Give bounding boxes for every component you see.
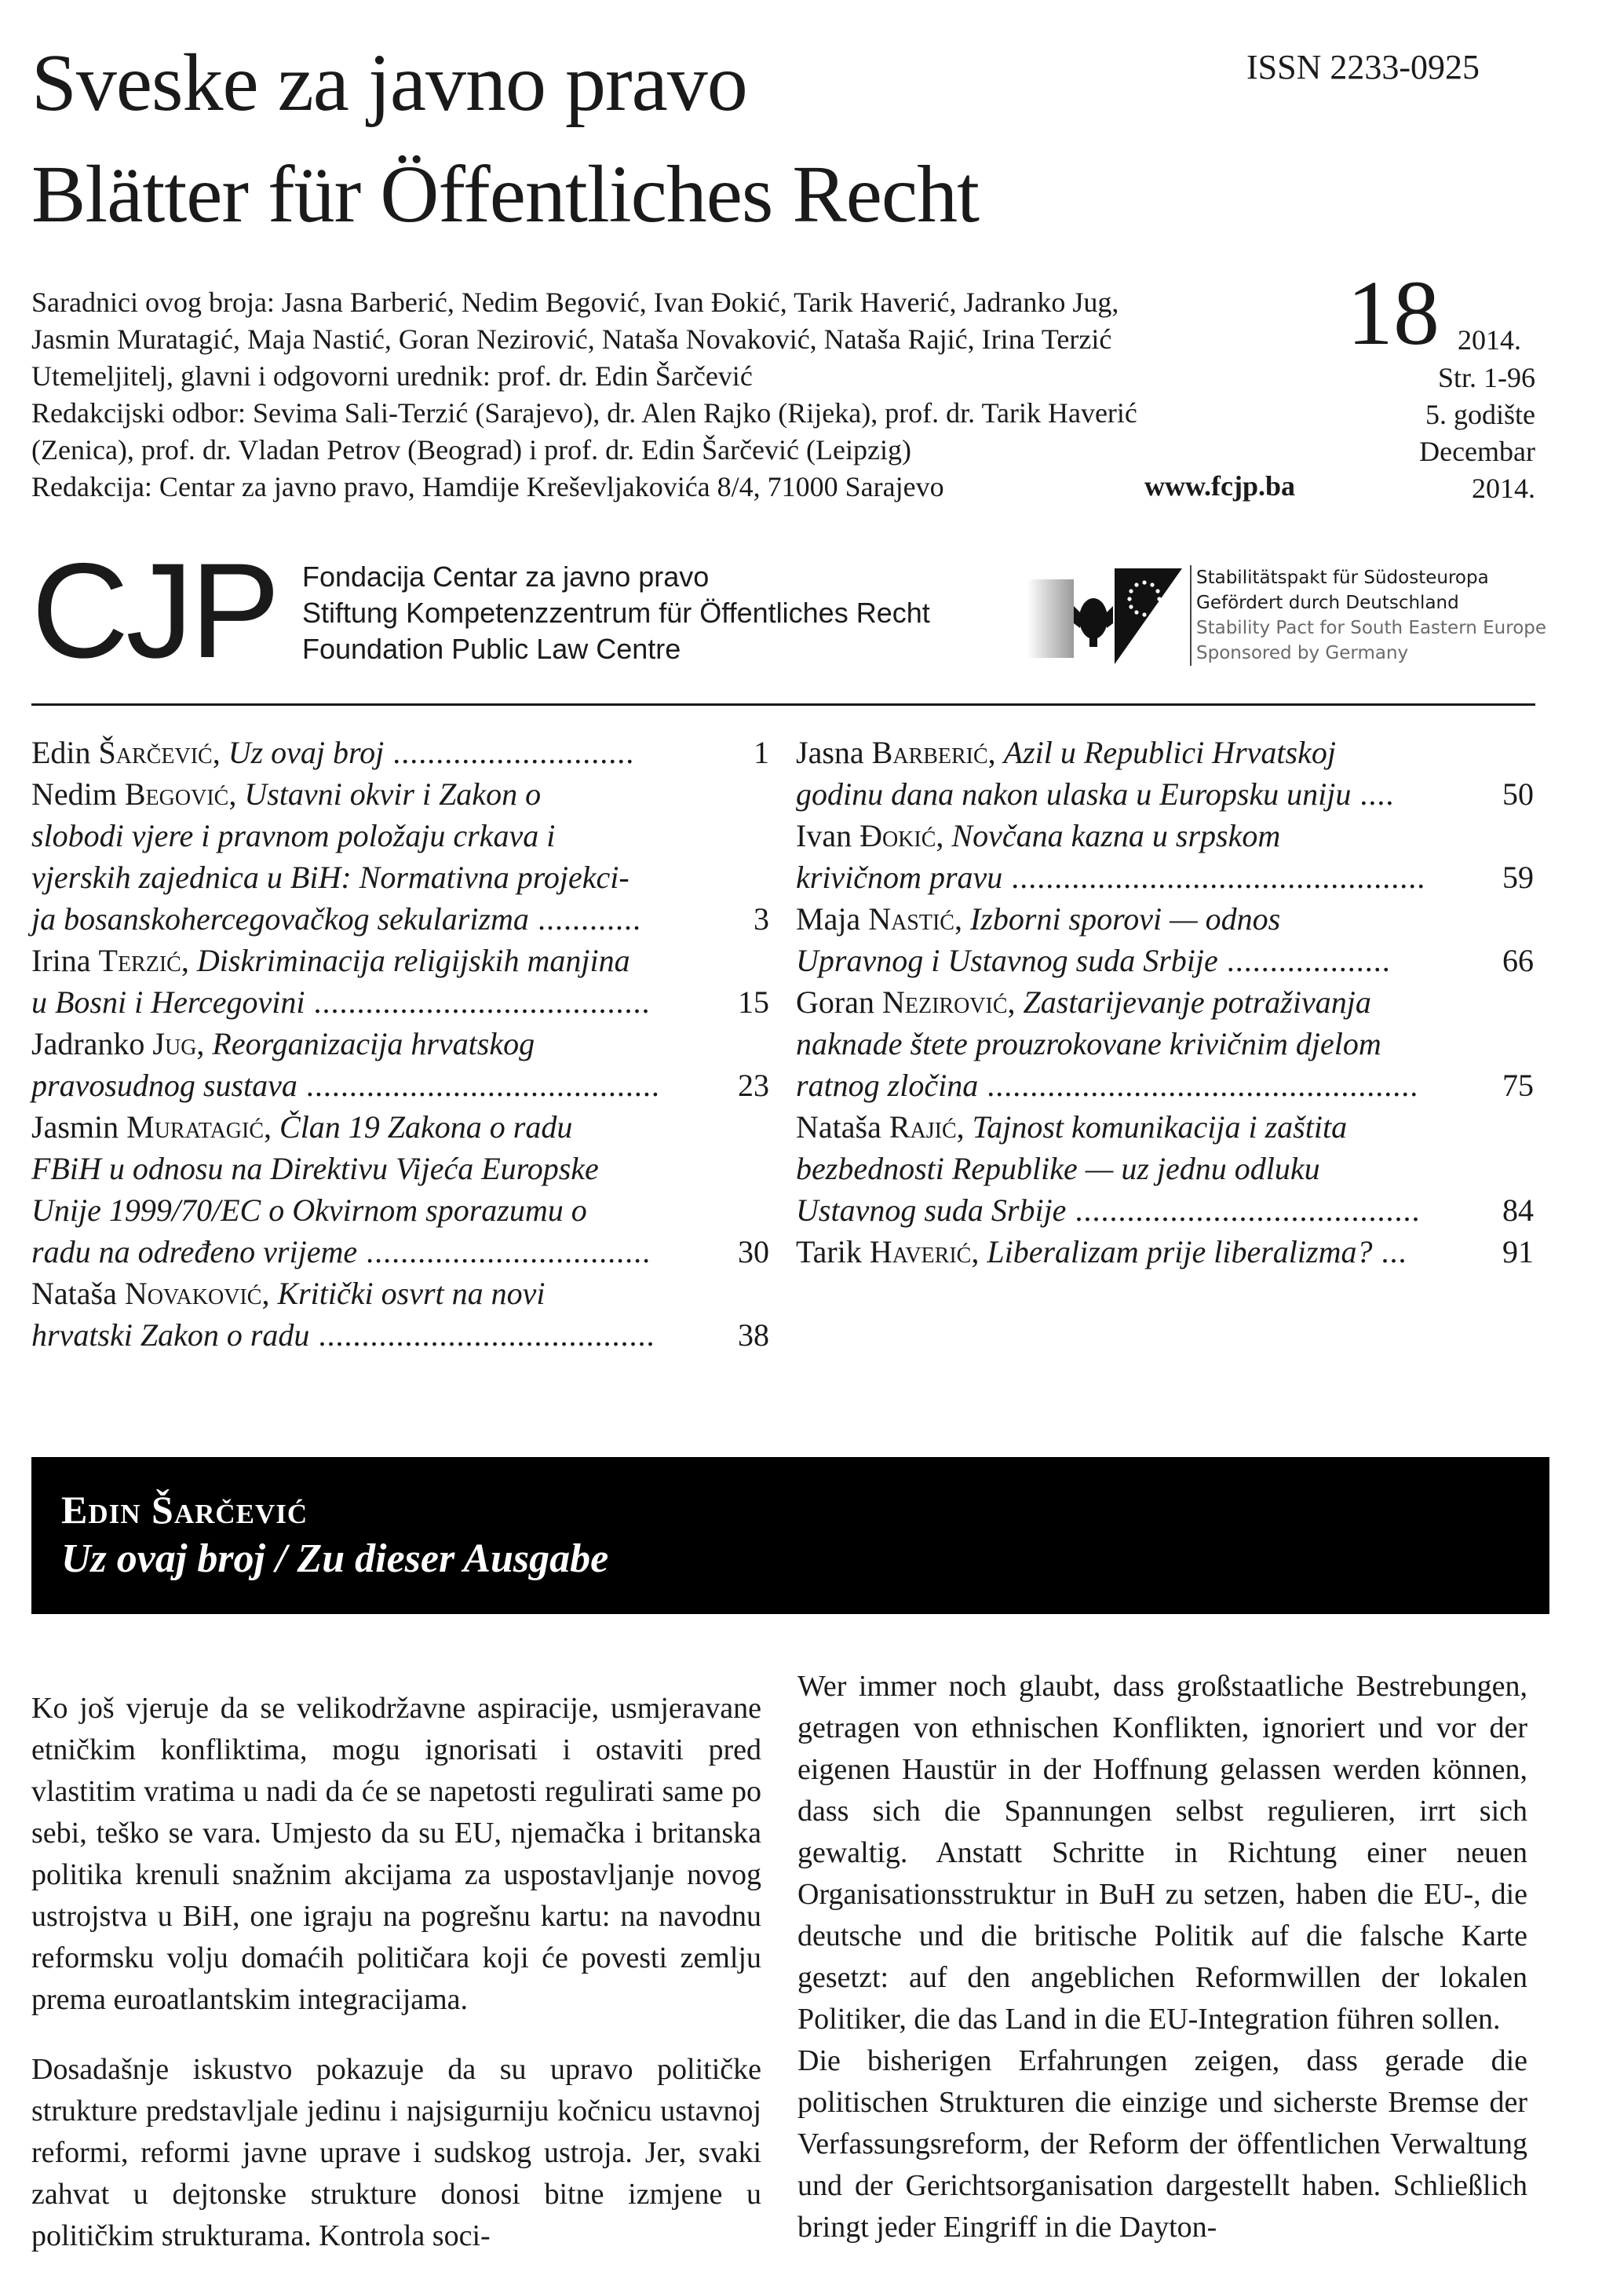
- stability-line: Sponsored by Germany: [1196, 643, 1409, 663]
- table-of-contents-left: [31, 732, 769, 1356]
- toc-title: Zastarijevanje potraživanja: [1023, 984, 1371, 1020]
- toc-title: Tajnost komunikacija i zaštita: [972, 1109, 1348, 1145]
- toc-title: godinu dana nakon ulaska u Europsku uniju: [796, 776, 1352, 812]
- toc-line: [796, 856, 1534, 898]
- toc-author-first: Jasna: [796, 735, 872, 770]
- toc-page-number: 30: [738, 1234, 769, 1269]
- toc-line: [796, 815, 1534, 856]
- foundation-name-bs: Fondacija Centar za javno pravo: [302, 561, 710, 593]
- toc-entry[interactable]: [796, 1231, 1534, 1273]
- toc-author-first: Jadranko: [31, 1026, 153, 1061]
- toc-author-last: Muratagić: [126, 1109, 265, 1145]
- toc-author-last: Nezirović: [881, 984, 1008, 1020]
- toc-author-last: Terzić: [98, 943, 181, 978]
- article-author: Edin Šarčević: [61, 1488, 308, 1532]
- toc-line: [31, 1231, 769, 1273]
- eagle-icon: [1074, 598, 1113, 647]
- toc-entry[interactable]: [796, 981, 1534, 1106]
- toc-separator: ,: [936, 818, 952, 853]
- stability-line: Stabilitätspakt für Südosteuropa: [1196, 568, 1489, 588]
- toc-separator: ,: [987, 735, 1004, 770]
- toc-entry[interactable]: [31, 732, 769, 773]
- toc-leader: .......................................: [309, 1317, 655, 1353]
- toc-leader: ....: [1351, 776, 1395, 812]
- toc-line: [31, 1314, 769, 1356]
- article-column-german: [797, 1666, 1527, 2248]
- toc-entry[interactable]: [31, 1023, 769, 1106]
- toc-page-number: 50: [1502, 776, 1534, 812]
- toc-leader: ...: [1372, 1234, 1407, 1269]
- toc-author-last: Barberić: [871, 735, 988, 770]
- toc-line: [796, 1189, 1534, 1231]
- toc-author-last: Haverić: [869, 1234, 972, 1269]
- toc-title: krivičnom pravu: [796, 860, 1003, 895]
- toc-title: vjerskih zajednica u BiH: Normativna projekci-: [31, 860, 630, 895]
- toc-author-last: Rajić: [889, 1109, 957, 1145]
- paragraph: Dosadašnje iskustvo pokazuje da su upravo političke strukture predstavljale jedinu i najsigurniju kočnicu ustavnoj reformi, reformi javne uprave i sudskog ustroja. Jer, svaki zahvat u dejtonske strukture donosi bitne izmjene u političkim strukturama. Kontrola soci-: [31, 2053, 761, 2252]
- toc-author-first: Nataša: [31, 1276, 125, 1311]
- toc-author-first: Nedim: [31, 776, 125, 812]
- toc-title: bezbednosti Republike — uz jednu odluku: [796, 1151, 1320, 1186]
- stability-pact-text: [1190, 565, 1546, 666]
- toc-title: ja bosanskohercegovačkog sekularizma: [31, 901, 529, 937]
- toc-title: pravosudnog sustava: [31, 1068, 297, 1103]
- toc-line: [796, 732, 1534, 773]
- toc-line: [796, 981, 1534, 1023]
- toc-line: [31, 898, 769, 940]
- toc-line: [31, 1148, 769, 1189]
- toc-entry[interactable]: [31, 773, 769, 940]
- toc-line: [31, 1065, 769, 1106]
- toc-leader: ............................: [384, 735, 635, 770]
- issue-year: 2014.: [1458, 324, 1521, 356]
- toc-title: Liberalizam prije liberalizma?: [987, 1234, 1373, 1269]
- issue-pages: Str. 1-96: [1437, 362, 1535, 393]
- toc-line: [31, 981, 769, 1023]
- toc-line: [796, 773, 1534, 815]
- credits-line: (Zenica), prof. dr. Vladan Petrov (Beograd) i prof. dr. Edin Šarčević (Leipzig): [31, 434, 911, 466]
- toc-line: [31, 773, 769, 815]
- toc-separator: ,: [228, 776, 245, 812]
- toc-line: [796, 1023, 1534, 1065]
- toc-entry[interactable]: [796, 732, 1534, 815]
- stability-line: Stability Pact for South Eastern Europe: [1196, 618, 1547, 638]
- toc-separator: ,: [196, 1026, 213, 1061]
- toc-author-last: Begović: [124, 776, 229, 812]
- toc-line: [796, 1231, 1534, 1273]
- credits-line: Jasmin Muratagić, Maja Nastić, Goran Nezirović, Nataša Novaković, Nataša Rajić, Irina Terzić: [31, 323, 1112, 355]
- foundation-names: [302, 559, 930, 667]
- toc-author-first: Goran: [796, 984, 882, 1020]
- toc-title: Uz ovaj broj: [228, 735, 385, 770]
- credits-line: Redakcijski odbor: Sevima Sali-Terzić (Sarajevo), dr. Alen Rajko (Rijeka), prof. dr. Tarik Haverić: [31, 397, 1137, 429]
- toc-author-last: Novaković: [124, 1276, 262, 1311]
- toc-line: [796, 1148, 1534, 1189]
- toc-separator: ,: [261, 1276, 278, 1311]
- toc-leader: ...................: [1217, 943, 1391, 978]
- article-title: Uz ovaj broj / Zu dieser Ausgabe: [61, 1536, 609, 1581]
- paragraph: Ko još vjeruje da se velikodržavne aspiracije, usmjeravane etničkim konfliktima, mogu ignorisati i ostaviti pred vlastitim vratima u nadi da će se napetosti regulirati same po sebi, teško se vara. Umjesto da su EU, njemačka i britanska politika krenuli snažnim akcijama za uspostavljanje novog ustrojstva u BiH, one igraju na pogrešnu kartu: na navodnu reformsku volju domaćih političara koji će povesti zemlju prema euroatlantskim integracijama.: [31, 1692, 761, 2016]
- toc-title: Ustavni okvir i Zakon o: [244, 776, 542, 812]
- toc-author-last: Nastić: [868, 901, 954, 937]
- toc-title: u Bosni i Hercegovini: [31, 984, 305, 1020]
- toc-author-first: Maja: [796, 901, 869, 937]
- toc-line: [31, 856, 769, 898]
- toc-title: slobodi vjere i pravnom položaju crkava i: [31, 818, 556, 853]
- foundation-name-de: Stiftung Kompetenzzentrum für Öffentliches Recht: [302, 597, 930, 629]
- toc-leader: ................................................: [1002, 860, 1426, 895]
- toc-entry[interactable]: [796, 898, 1534, 981]
- toc-separator: ,: [264, 1109, 280, 1145]
- article-header-banner: [31, 1457, 1549, 1614]
- issn-number: ISSN 2233-0925: [1246, 48, 1480, 86]
- toc-page-number: 38: [738, 1317, 769, 1353]
- toc-author-first: Edin: [31, 735, 99, 770]
- toc-title: Unije 1999/70/EC o Okvirnom sporazumu o: [31, 1192, 587, 1228]
- toc-title: ratnog zločina: [796, 1068, 979, 1103]
- toc-page-number: 91: [1502, 1234, 1534, 1269]
- toc-page-number: 66: [1502, 943, 1534, 978]
- toc-page-number: 15: [738, 984, 769, 1020]
- toc-line: [31, 1106, 769, 1148]
- toc-page-number: 59: [1502, 860, 1534, 895]
- toc-line: [31, 1023, 769, 1065]
- paragraph: Wer immer noch glaubt, dass großstaatliche Bestrebungen, getragen von ethnischen Konflikten, ignoriert und vor der eigenen Haustür in der Hoffnung gelassen werden können, dass sich die Spannungen selbst regulieren, irrt sich gewaltig. Anstatt Schritte in Richtung einer neuen Organisationsstruktur in BuH zu setzen, haben die EU-, die deutsche und die britische Politik auf die falsche Karte gesetzt: auf den angeblichen Reformwillen der lokalen Politiker, die das Land in die EU-Integration führen sollen.: [797, 1670, 1527, 2036]
- toc-author-last: Jug: [152, 1026, 197, 1061]
- toc-title: Diskriminacija religijskih manjina: [196, 943, 630, 978]
- toc-line: [796, 1065, 1534, 1106]
- toc-leader: ............: [528, 901, 641, 937]
- journal-title-german: Blätter für Öffentliches Recht: [31, 149, 979, 239]
- toc-page-number: 84: [1502, 1192, 1534, 1228]
- toc-separator: ,: [1007, 984, 1024, 1020]
- toc-separator: ,: [971, 1234, 987, 1269]
- journal-title-bosnian: Sveske za javno pravo: [31, 38, 747, 128]
- website-link[interactable]: www.fcjp.ba: [1144, 470, 1296, 502]
- toc-page-number: 75: [1502, 1068, 1534, 1103]
- section-divider: [31, 703, 1535, 706]
- issue-year-2: 2014.: [1472, 473, 1535, 504]
- article-column-bosnian: [31, 1688, 761, 2257]
- toc-line: [796, 940, 1534, 981]
- toc-entry[interactable]: [31, 1273, 769, 1356]
- toc-entry[interactable]: [31, 940, 769, 1023]
- toc-page-number: 3: [754, 901, 769, 937]
- toc-line: [31, 940, 769, 981]
- toc-entry[interactable]: [31, 1106, 769, 1273]
- toc-line: [796, 898, 1534, 940]
- toc-entry[interactable]: [796, 815, 1534, 898]
- toc-leader: ........................................: [1066, 1192, 1421, 1228]
- credits-line: Saradnici ovog broja: Jasna Barberić, Nedim Begović, Ivan Đokić, Tarik Haverić, Jadranko Jug,: [31, 287, 1119, 318]
- toc-title: hrvatski Zakon o radu: [31, 1317, 310, 1353]
- credits-line: Redakcija: Centar za javno pravo, Hamdije Kreševljakovića 8/4, 71000 Sarajevo: [31, 471, 944, 502]
- toc-separator: ,: [956, 1109, 973, 1145]
- foundation-name-en: Foundation Public Law Centre: [302, 633, 681, 665]
- toc-title: Kritički osvrt na novi: [277, 1276, 546, 1311]
- toc-title: Upravnog i Ustavnog suda Srbije: [796, 943, 1218, 978]
- toc-line: [31, 815, 769, 856]
- toc-title: FBiH u odnosu na Direktivu Vijeća Europske: [31, 1151, 599, 1186]
- toc-title: radu na određeno vrijeme: [31, 1234, 358, 1269]
- issue-number: 18: [1347, 261, 1440, 364]
- toc-author-first: Irina: [31, 943, 99, 978]
- toc-leader: ..................................................: [978, 1068, 1419, 1103]
- table-of-contents-right: [796, 732, 1534, 1273]
- paragraph: Die bisherigen Erfahrungen zeigen, dass gerade die politischen Strukturen die einzige und sicherste Bremse der Verfassungsreform, der Reform der öffentlichen Verwaltung und der Gerichtsorganisation dargestellt haben. Schließlich bringt jeder Eingriff in die Dayton-: [797, 2044, 1527, 2244]
- toc-title: Novčana kazna u srpskom: [951, 818, 1281, 853]
- stability-pact-logo: [1027, 565, 1184, 667]
- toc-author-first: Jasmin: [31, 1109, 127, 1145]
- toc-leader: .......................................: [305, 984, 651, 1020]
- toc-separator: ,: [181, 943, 197, 978]
- toc-leader: .........................................: [297, 1068, 660, 1103]
- toc-author-first: Ivan: [796, 818, 860, 853]
- issue-month: Decembar: [1419, 436, 1535, 467]
- toc-title: Azil u Republici Hrvatskoj: [1003, 735, 1336, 770]
- credits-line: Utemeljitelj, glavni i odgovorni urednik: prof. dr. Edin Šarčević: [31, 360, 753, 392]
- toc-author-first: Tarik: [796, 1234, 870, 1269]
- toc-title: Ustavnog suda Srbije: [796, 1192, 1067, 1228]
- toc-leader: .................................: [357, 1234, 651, 1269]
- issue-details: [1334, 360, 1535, 507]
- toc-page-number: 23: [738, 1068, 769, 1103]
- toc-line: [31, 1273, 769, 1314]
- toc-page-number: 1: [754, 735, 769, 770]
- stability-line: Gefördert durch Deutschland: [1196, 593, 1459, 613]
- toc-author-first: Nataša: [796, 1109, 889, 1145]
- toc-line: [796, 1106, 1534, 1148]
- toc-line: [31, 1189, 769, 1231]
- toc-entry[interactable]: [796, 1106, 1534, 1231]
- toc-separator: ,: [212, 735, 228, 770]
- toc-title: naknade štete prouzrokovane krivičnim djelom: [796, 1026, 1381, 1061]
- toc-line: [31, 732, 769, 773]
- toc-author-last: Šarčević: [98, 735, 213, 770]
- toc-title: Izborni sporovi — odnos: [969, 901, 1281, 937]
- toc-title: Član 19 Zakona o radu: [279, 1109, 573, 1145]
- cjp-logo: CJP: [31, 535, 277, 686]
- toc-title: Reorganizacija hrvatskog: [212, 1026, 535, 1061]
- toc-separator: ,: [954, 901, 970, 937]
- issue-volume: 5. godište: [1425, 399, 1535, 430]
- toc-author-last: Đokić: [859, 818, 936, 853]
